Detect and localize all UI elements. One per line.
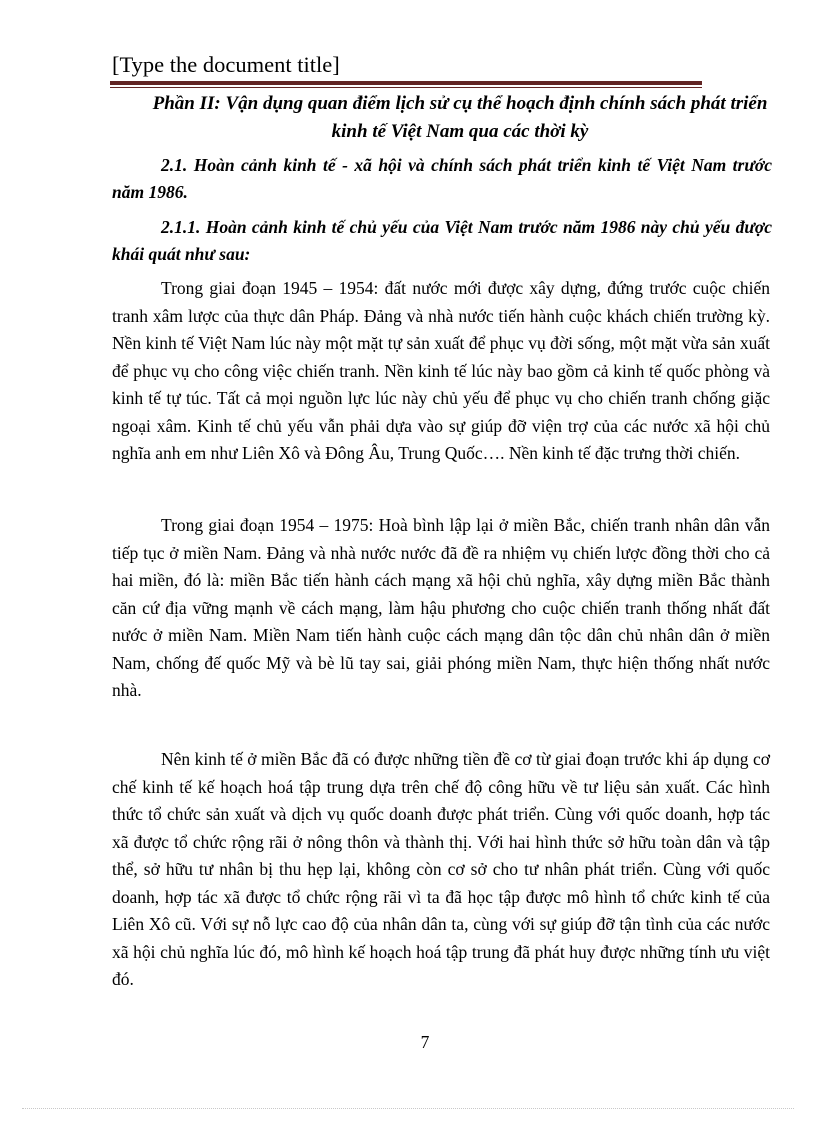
header-rule-thick bbox=[110, 81, 702, 85]
header-rule-thin bbox=[110, 87, 702, 88]
section-heading: 2.1. Hoàn cảnh kinh tế - xã hội và chính sách phát triển kinh tế Việt Nam trước năm 1986. bbox=[112, 155, 772, 202]
part-heading: Phần II: Vận dụng quan điểm lịch sử cụ thể hoạch định chính sách phát triển kinh tế Việt Nam qua các thời kỳ bbox=[152, 93, 768, 142]
body-paragraph: Trong giai đoạn 1945 – 1954: đất nước mới được xây dựng, đứng trước cuộc chiến tranh xâm lược của thực dân Pháp. Đảng và nhà nước tiến hành cuộc khách chiến trường kỳ. Nền kinh tế Việt Nam lúc này một mặt tự sản xuất để phục vụ đời sống, một mặt vừa sản xuất để phục vụ cho công việc chiến tranh. Nền kinh tế lúc này bao gồm cả kinh tế quốc phòng và kinh tế tự túc. Tất cả mọi nguồn lực lúc này chủ yếu để phục vụ cho chiến tranh chống giặc ngoại xâm. Kinh tế chủ yếu vẫn phải dựa vào sự giúp đỡ viện trợ của các nước xã hội chủ nghĩa anh em như Liên Xô và Đông Âu, Trung Quốc…. Nền kinh tế đặc trưng thời chiến. bbox=[112, 278, 770, 463]
body-paragraph: Trong giai đoạn 1954 – 1975: Hoà bình lập lại ở miền Bắc, chiến tranh nhân dân vẫn tiếp tục ở miền Nam. Đảng và nhà nước nước đã đề ra nhiệm vụ chiến lược đồng thời cho cả hai miền, đó là: miền Bắc tiến hành cách mạng xã hội chủ nghĩa, xây dựng miền Bắc thành căn cứ địa vững mạnh về cách mạng, làm hậu phương cho cuộc chiến tranh thống nhất đất nước ở miền Nam. Miền Nam tiến hành cuộc cách mạng dân tộc dân chủ nhân dân ở miền Nam, chống đế quốc Mỹ và bè lũ tay sai, giải phóng miền Nam, thực hiện thống nhất nước nhà. bbox=[112, 515, 770, 700]
page-boundary-divider bbox=[22, 1108, 794, 1109]
page-number: 7 bbox=[420, 1032, 430, 1052]
document-title-header[interactable]: [Type the document title] bbox=[112, 52, 340, 77]
subsection-heading: 2.1.1. Hoàn cảnh kinh tế chủ yếu của Việt Nam trước năm 1986 này chủ yếu được khái quát như sau: bbox=[112, 217, 772, 264]
body-paragraph: Nên kinh tế ở miền Bắc đã có được những tiền đề cơ từ giai đoạn trước khi áp dụng cơ chế kinh tế kế hoạch hoá tập trung dựa trên chế độ công hữu về tư liệu sản xuất. Các hình thức tổ chức sản xuất và dịch vụ quốc doanh được phát triển. Cùng với quốc doanh, hợp tác xã được tổ chức rộng rãi ở nông thôn và thành thị. Với hai hình thức sở hữu toàn dân và tập thể, sở hữu tư nhân bị thu hẹp lại, không còn cơ sở cho tư nhân phát triển. Cùng với quốc doanh, hợp tác xã được tổ chức rộng rãi vì ta đã học tập được mô hình tổ chức kinh tế của Liên Xô cũ. Với sự nỗ lực cao độ của nhân dân ta, cùng với sự giúp đỡ tận tình của các nước xã hội chủ nghĩa lúc đó, mô hình kế hoạch hoá tập trung đã phát huy được những tính ưu việt đó. bbox=[112, 749, 770, 989]
